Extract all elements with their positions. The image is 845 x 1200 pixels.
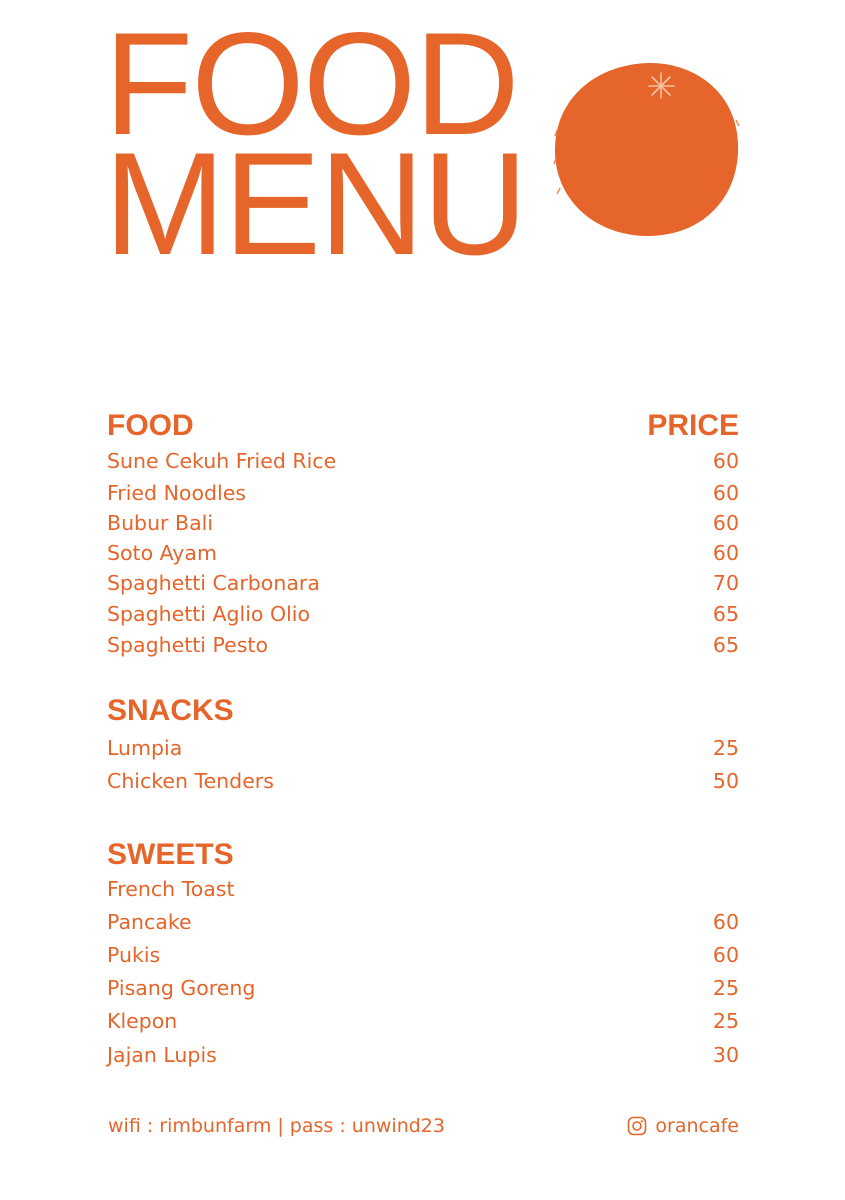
menu-item-price: 25: [712, 736, 739, 760]
menu-item-name: Spaghetti Pesto: [107, 633, 268, 657]
menu-item: [107, 943, 739, 967]
menu-item: [107, 633, 739, 657]
menu-item-name: Klepon: [107, 1009, 178, 1033]
menu-item: [107, 541, 739, 565]
menu-item-price: 60: [712, 541, 739, 565]
menu-item: [107, 511, 739, 535]
instagram-link[interactable]: [627, 1114, 739, 1138]
orange-illustration: [552, 60, 742, 238]
instagram-handle: orancafe: [655, 1115, 739, 1137]
menu-title-line-2: MENU: [104, 122, 526, 285]
menu-item-name: Pukis: [107, 943, 161, 967]
menu-item-name: Soto Ayam: [107, 541, 217, 565]
menu-item-name: Spaghetti Aglio Olio: [107, 602, 311, 626]
menu-title-line-1: FOOD: [104, 2, 518, 165]
menu-item-price: 70: [712, 571, 739, 595]
menu-item-name: French Toast: [107, 877, 235, 901]
instagram-icon: [627, 1116, 647, 1136]
menu-item-name: Spaghetti Carbonara: [107, 571, 320, 595]
menu-item: [107, 910, 739, 934]
menu-item: [107, 1009, 739, 1033]
menu-item-price: 60: [712, 943, 739, 967]
food-section-heading: FOOD: [107, 409, 194, 442]
menu-item: [107, 736, 739, 760]
menu-item-price: 50: [712, 769, 739, 793]
wifi-info: wifi : rimbunfarm | pass : unwind23: [108, 1115, 445, 1137]
menu-item-price: 65: [712, 633, 739, 657]
snacks-section-heading: SNACKS: [107, 694, 234, 727]
sweets-section-heading: SWEETS: [107, 838, 234, 871]
menu-title: [104, 2, 526, 285]
menu-item: [107, 571, 739, 595]
menu-item-name: Chicken Tenders: [107, 769, 274, 793]
menu-item: [107, 877, 739, 901]
menu-item-name: Fried Noodles: [107, 481, 246, 505]
menu-item-name: Jajan Lupis: [107, 1043, 217, 1067]
menu-item-name: Pancake: [107, 910, 192, 934]
menu-item-name: Bubur Bali: [107, 511, 214, 535]
menu-item-name: Pisang Goreng: [107, 976, 256, 1000]
menu-item-price: 65: [712, 602, 739, 626]
menu-item-price: 60: [712, 481, 739, 505]
menu-item-price: 25: [712, 976, 739, 1000]
menu-item: [107, 449, 739, 473]
food-section-header: [107, 411, 739, 441]
menu-item-name: Lumpia: [107, 736, 183, 760]
sweets-section-header: [107, 840, 739, 870]
menu-item: [107, 976, 739, 1000]
menu-item-price: 60: [712, 511, 739, 535]
menu-item: [107, 481, 739, 505]
footer: [108, 1114, 739, 1138]
menu-item-name: Sune Cekuh Fried Rice: [107, 449, 337, 473]
snacks-section-header: [107, 696, 739, 726]
menu-item-price: 30: [712, 1043, 739, 1067]
menu-item-price: 60: [712, 910, 739, 934]
menu-item-price: 60: [712, 449, 739, 473]
menu-item: [107, 769, 739, 793]
menu-item: [107, 602, 739, 626]
menu-item: [107, 1043, 739, 1067]
price-column-heading: PRICE: [647, 409, 739, 442]
menu-item-price: 25: [712, 1009, 739, 1033]
